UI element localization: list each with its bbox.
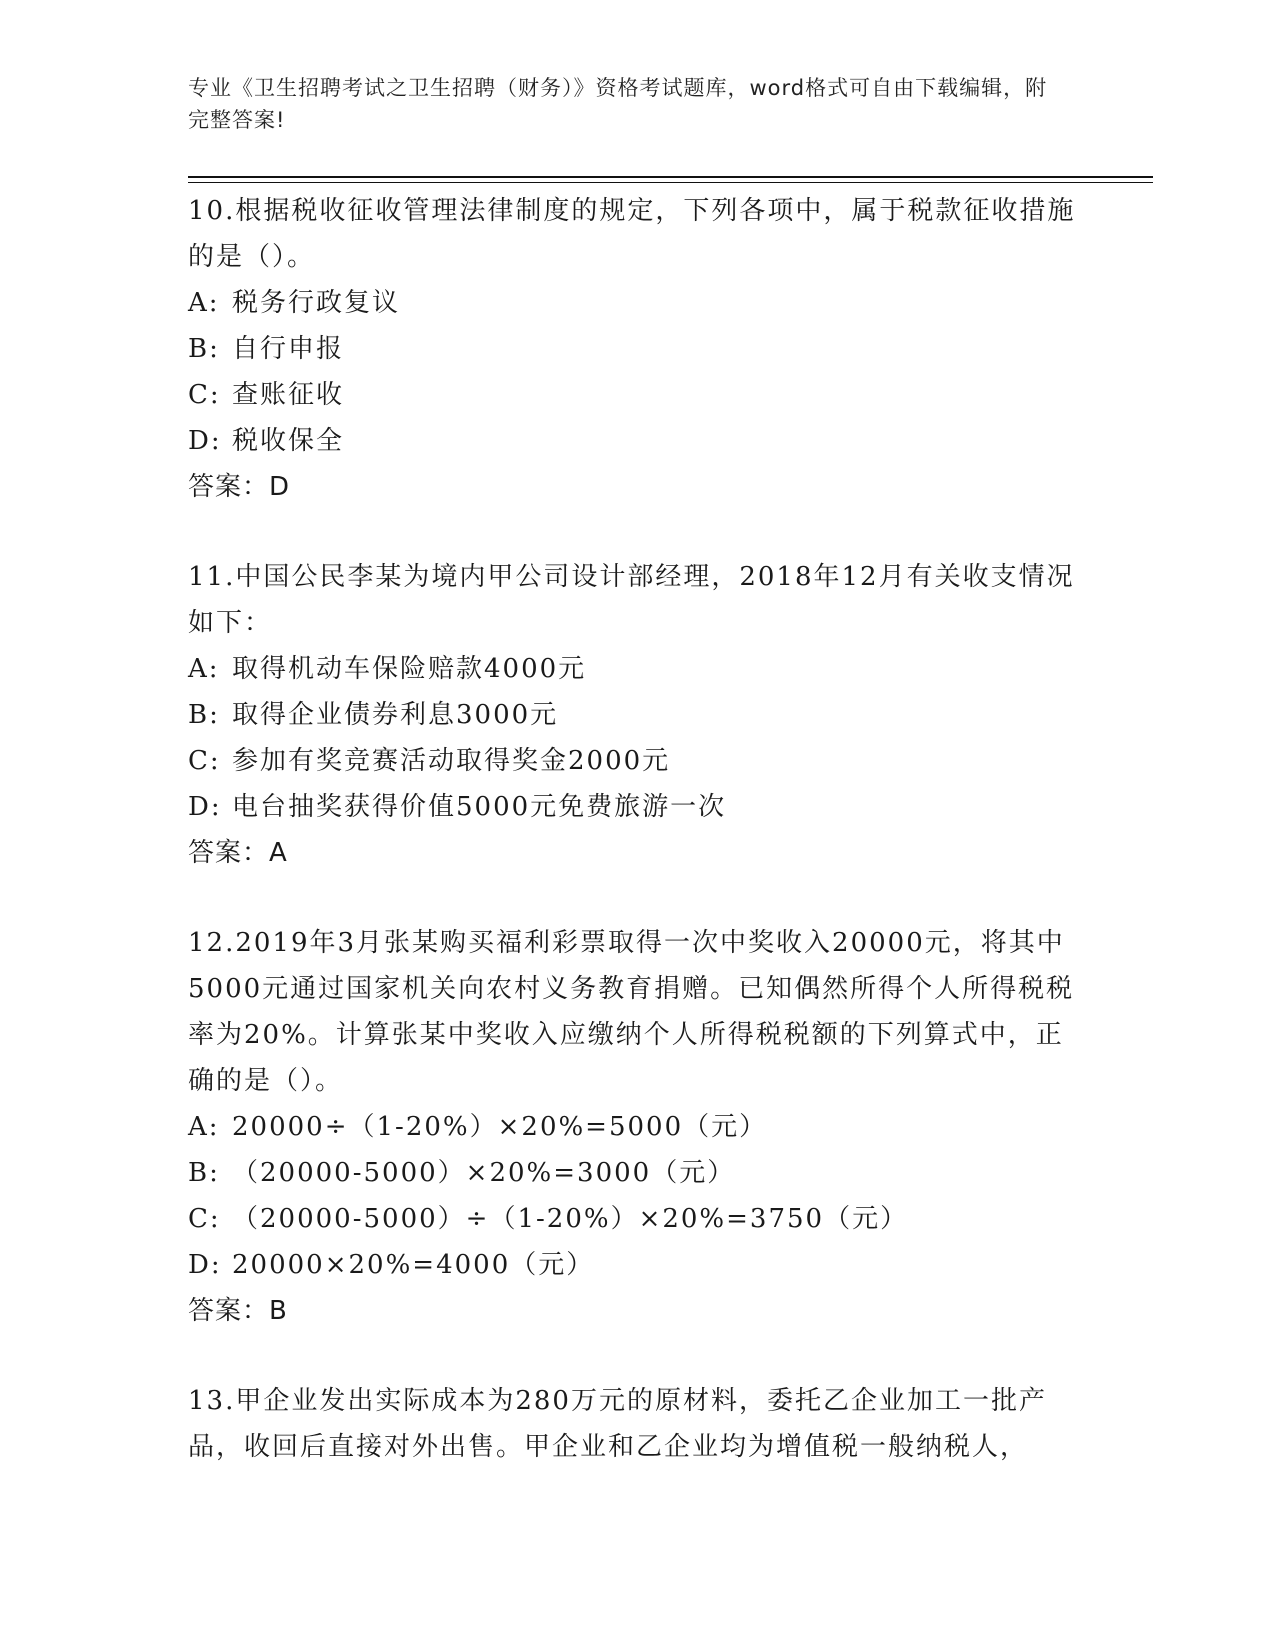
option-letter: A: xyxy=(188,288,220,318)
question-text: 13.甲企业发出实际成本为280万元的原材料，委托乙企业加工一批产品，收回后直接对外出售。甲企业和乙企业均为增值税一般纳税人， xyxy=(188,1386,1047,1462)
option-text: 税收保全 xyxy=(232,426,345,456)
question-11 xyxy=(188,554,1088,876)
option-text: 税务行政复议 xyxy=(232,288,401,318)
question-12 xyxy=(188,920,1088,1334)
option-text: 20000×20%=4000（元） xyxy=(232,1250,595,1280)
option-letter: B: xyxy=(188,1158,220,1188)
option-text: 参加有奖竞赛活动取得奖金2000元 xyxy=(232,746,671,776)
answer-line: 答案：A xyxy=(188,838,288,868)
option-a xyxy=(188,280,1088,326)
option-text: 电台抽奖获得价值5000元免费旅游一次 xyxy=(232,792,727,822)
option-text: 自行申报 xyxy=(232,334,345,364)
question-list xyxy=(188,188,1088,1514)
question-text: 12.2019年3月张某购买福利彩票取得一次中奖收入20000元，将其中5000元通过国家机关向农村义务教育捐赠。已知偶然所得个人所得税税率为20%。计算张某中奖收入应缴纳个人所得税税额的下列算式中，正确的是（）。 xyxy=(188,928,1075,1096)
option-text: （20000-5000）÷（1-20%）×20%=3750（元） xyxy=(232,1204,909,1234)
answer-line: 答案：D xyxy=(188,472,291,502)
document-header: 专业《卫生招聘考试之卫生招聘（财务）》资格考试题库，word格式可自由下载编辑，附完整答案! xyxy=(188,76,1048,132)
answer-line: 答案：B xyxy=(188,1296,288,1326)
question-text: 10.根据税收征收管理法律制度的规定，下列各项中，属于税款征收措施的是（）。 xyxy=(188,196,1076,272)
option-letter: D: xyxy=(188,1250,222,1280)
question-13 xyxy=(188,1378,1088,1470)
option-text: 查账征收 xyxy=(232,380,345,410)
option-letter: C: xyxy=(188,1204,221,1234)
option-letter: A: xyxy=(188,654,220,684)
option-letter: B: xyxy=(188,700,220,730)
question-text: 11.中国公民李某为境内甲公司设计部经理，2018年12月有关收支情况如下： xyxy=(188,562,1075,638)
option-letter: A: xyxy=(188,1112,220,1142)
option-letter: B: xyxy=(188,334,220,364)
option-b xyxy=(188,1150,1088,1196)
option-text: 取得机动车保险赔款4000元 xyxy=(232,654,587,684)
option-a xyxy=(188,1104,1088,1150)
option-d xyxy=(188,784,1088,830)
option-text: 取得企业债券利息3000元 xyxy=(232,700,559,730)
question-10 xyxy=(188,188,1088,510)
option-d xyxy=(188,418,1088,464)
option-a xyxy=(188,646,1088,692)
option-c xyxy=(188,738,1088,784)
option-text: 20000÷（1-20%）×20%=5000（元） xyxy=(232,1112,768,1142)
option-c xyxy=(188,1196,1088,1242)
option-d xyxy=(188,1242,1088,1288)
option-b xyxy=(188,326,1088,372)
option-letter: D: xyxy=(188,792,222,822)
header-rule-thick xyxy=(188,176,1153,178)
option-c xyxy=(188,372,1088,418)
option-letter: D: xyxy=(188,426,222,456)
option-letter: C: xyxy=(188,380,221,410)
option-b xyxy=(188,692,1088,738)
option-text: （20000-5000）×20%=3000（元） xyxy=(232,1158,736,1188)
option-letter: C: xyxy=(188,746,221,776)
header-rule-thin xyxy=(188,182,1153,183)
